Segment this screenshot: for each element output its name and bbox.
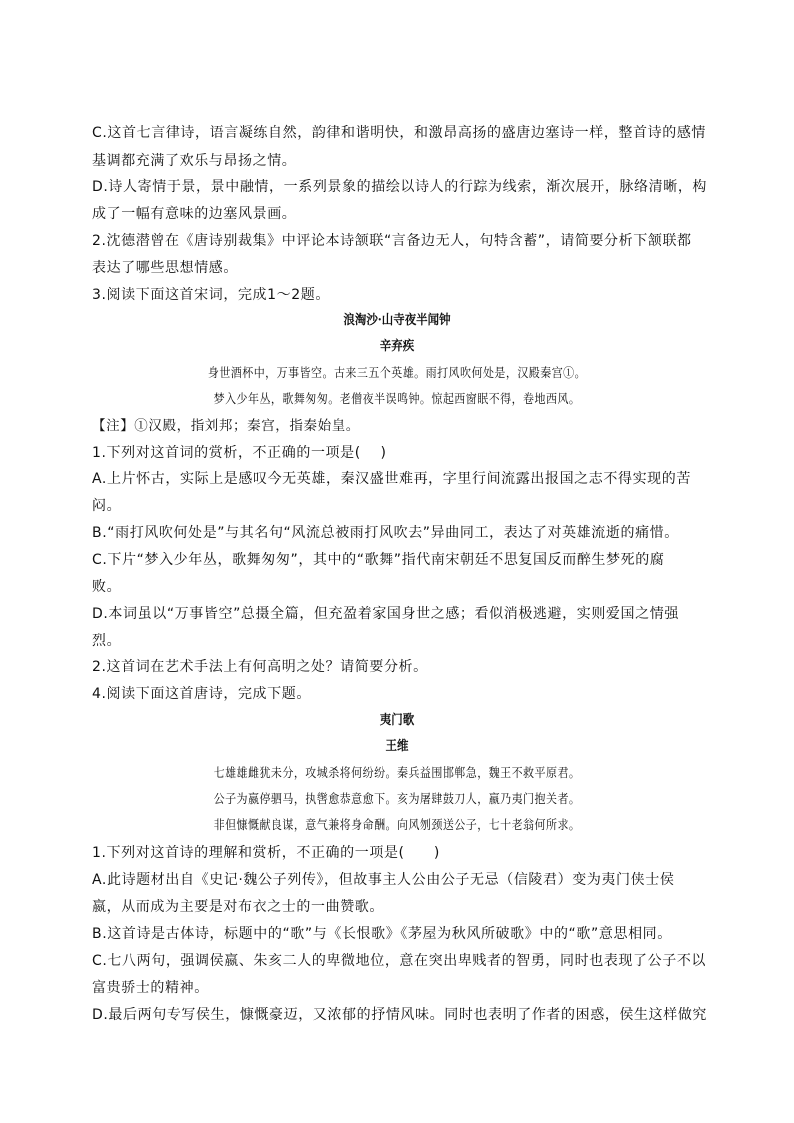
poem-option-a-line1: A.此诗题材出自《史记·魏公子列传》，但故事主人公由公子无忌（信陵君）变为夷门侠士侯 [92, 872, 675, 888]
poem-option-c-line1: C.七八两句，强调侯嬴、朱亥二人的卑微地位，意在突出卑贱者的智勇，同时也表现了公子不以 [92, 953, 707, 969]
poem-option-a-line2: 嬴，从而成为主要是对布衣之士的一曲赞歌。 [92, 899, 384, 915]
ci-line-1: 身世酒杯中，万事皆空。古来三五个英雄。雨打风吹何处是，汉殿秦宫①。 [207, 365, 587, 380]
poem-author: 王维 [385, 739, 409, 754]
ci-option-a-line1: A.上片怀古，实际上是感叹今无英雄，秦汉盛世难再，字里行间流露出报国之志不得实现的苦 [92, 471, 691, 487]
option-c-line2: 基调都充满了欢乐与昂扬之情。 [92, 153, 297, 169]
ci-option-a-line2: 闷。 [92, 498, 122, 514]
ci-option-c-line2: 败。 [92, 579, 122, 595]
ci-note: 【注】①汉殿，指刘邦；秦宫，指秦始皇。 [92, 418, 360, 434]
question-2-line2: 表达了哪些思想情感。 [92, 260, 238, 276]
poem-option-b: B.这首诗是古体诗，标题中的“歌”与《长恨歌》《茅屋为秋风所破歌》中的“歌”意思相同。 [92, 926, 672, 942]
ci-question-1: 1.下列对这首词的赏析，不正确的一项是( ) [92, 445, 387, 461]
section-3-heading: 3.阅读下面这首宋词，完成1～2题。 [92, 287, 330, 303]
question-2-line1: 2.沈德潜曾在《唐诗别裁集》中评论本诗颔联“言备边无人，句特含蓄”，请简要分析下颔联都 [92, 233, 692, 249]
section-4-heading: 4.阅读下面这首唐诗，完成下题。 [92, 686, 311, 702]
ci-question-2: 2.这首词在艺术手法上有何高明之处？请简要分析。 [92, 659, 428, 675]
poem-option-d-line1: D.最后两句专写侯生，慷慨豪迈，又浓郁的抒情风味。同时也表明了作者的困惑，侯生这样做究 [92, 1007, 708, 1023]
poem-option-c-line2: 富贵骄士的精神。 [92, 980, 209, 996]
option-d-line2: 成了一幅有意味的边塞风景画。 [92, 206, 297, 222]
poem-title: 夷门歌 [379, 713, 415, 728]
ci-option-c-line1: C.下片“梦入少年丛，歌舞匆匆”，其中的“歌舞”指代南宋朝廷不思复国反而醉生梦死的腐 [92, 552, 665, 568]
poem-line-2: 公子为嬴停驷马，执辔愈恭意愈下。亥为屠肆鼓刀人，嬴乃夷门抱关者。 [213, 791, 581, 806]
ci-author: 辛弃疾 [379, 339, 415, 354]
poem-line-3: 非但慷慨献良谋，意气兼将身命酬。向风刎颈送公子，七十老翁何所求。 [213, 817, 581, 832]
ci-line-2: 梦入少年丛，歌舞匆匆。老僧夜半误鸣钟。惊起西窗眠不得，卷地西风。 [213, 391, 581, 406]
option-d-line1: D.诗人寄情于景，景中融情，一系列景象的描绘以诗人的行踪为线索，渐次展开，脉络清晰，构 [92, 179, 708, 195]
ci-option-d-line2: 烈。 [92, 633, 122, 649]
ci-option-b: B.“雨打风吹何处是”与其名句“风流总被雨打风吹去”异曲同工，表达了对英雄流逝的痛惜。 [92, 525, 679, 541]
option-c-line1: C.这首七言律诗，语言凝练自然，韵律和谐明快，和激昂高扬的盛唐边塞诗一样，整首诗的感情 [92, 125, 707, 141]
poem-question-1: 1.下列对这首诗的理解和赏析，不正确的一项是( ) [92, 845, 440, 861]
poem-line-1: 七雄雄雌犹未分，攻城杀将何纷纷。秦兵益围邯郸急，魏王不救平原君。 [213, 765, 581, 780]
ci-title: 浪淘沙·山寺夜半闻钟 [343, 313, 451, 328]
ci-option-d-line1: D.本词虽以“万事皆空”总摄全篇，但充盈着家国身世之感；看似消极逃避，实则爱国之情强 [92, 606, 679, 622]
